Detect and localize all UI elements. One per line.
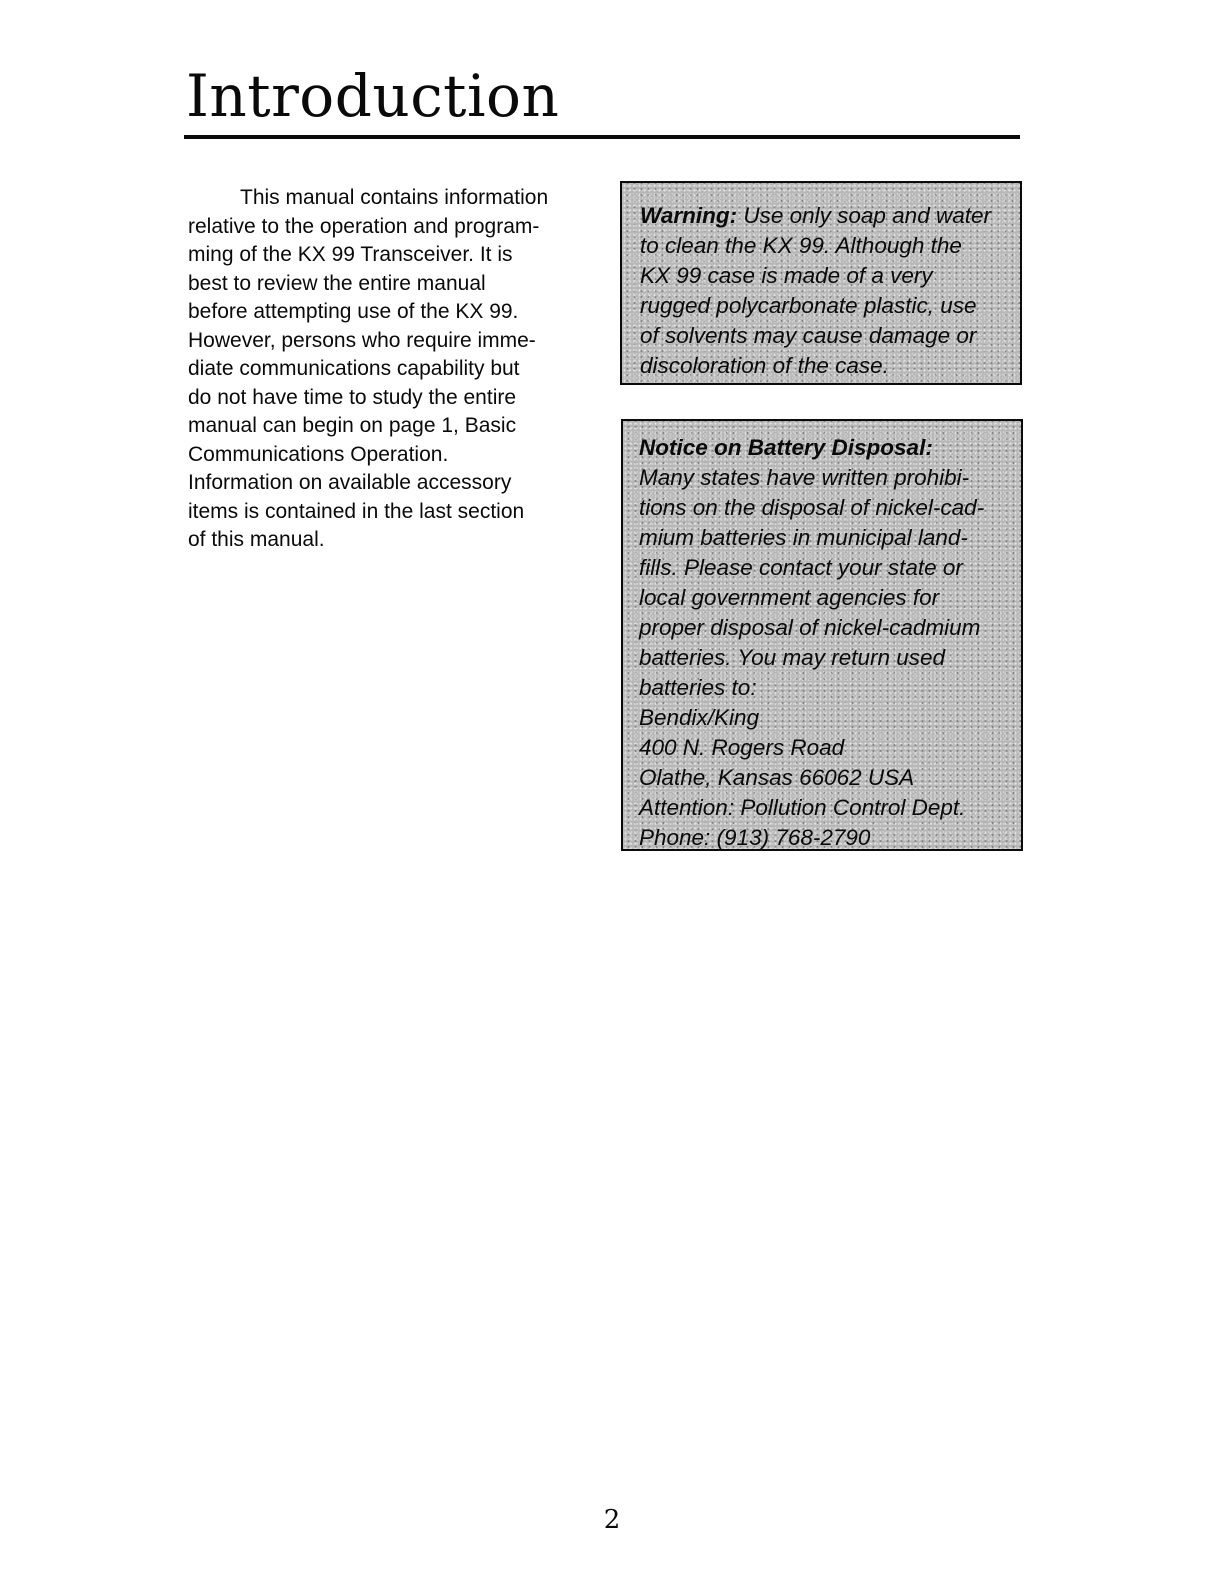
address-city: Olathe, Kansas 66062 USA	[639, 765, 915, 790]
warning-text: Use only soap and water	[737, 203, 991, 228]
notice-line: proper disposal of nickel-cadmium	[639, 615, 981, 640]
notice-line: fills. Please contact your state or	[639, 555, 963, 580]
notice-line: tions on the disposal of nickel-cad-	[639, 495, 985, 520]
intro-line: of this manual.	[188, 528, 325, 551]
page-number: 2	[603, 1505, 621, 1535]
address-attention: Attention: Pollution Control Dept.	[639, 795, 966, 820]
warning-line: KX 99 case is made of a very	[640, 263, 933, 288]
battery-disposal-notice-box	[621, 419, 1023, 851]
warning-line: discoloration of the case.	[640, 353, 889, 378]
address-phone: Phone: (913) 768-2790	[639, 825, 871, 850]
intro-line: relative to the operation and program-	[188, 214, 540, 238]
notice-heading: Notice on Battery Disposal:	[639, 435, 933, 460]
intro-line: Communications Operation.	[188, 442, 449, 466]
warning-first-line	[640, 201, 1020, 231]
intro-line: items is contained in the last section	[188, 499, 525, 523]
warning-heading: Warning:	[640, 203, 738, 228]
notice-line: local government agencies for	[639, 585, 940, 610]
title-underline	[184, 135, 1020, 139]
intro-line: do not have time to study the entire	[188, 385, 517, 409]
intro-line: Information on available accessory	[188, 471, 512, 494]
notice-line: mium batteries in municipal land-	[639, 525, 968, 550]
intro-line: ming of the KX 99 Transceiver. It is	[188, 243, 513, 266]
notice-line: batteries. You may return used	[639, 645, 946, 670]
intro-line: best to review the entire manual	[188, 271, 486, 295]
address-street: 400 N. Rogers Road	[639, 735, 845, 760]
intro-line: diate communications capability but	[188, 357, 520, 380]
notice-line: Many states have written prohibi-	[639, 465, 970, 490]
notice-line: batteries to:	[639, 675, 757, 700]
page-title: Introduction	[186, 62, 560, 130]
intro-line: However, persons who require imme-	[188, 328, 536, 352]
warning-line: to clean the KX 99. Although the	[640, 233, 962, 258]
intro-paragraph	[188, 184, 593, 555]
intro-line: manual can begin on page 1, Basic	[188, 414, 517, 437]
warning-line: of solvents may cause damage or	[640, 323, 977, 348]
intro-line: before attempting use of the KX 99.	[188, 300, 519, 323]
intro-line: This manual contains information	[240, 186, 549, 209]
warning-line: rugged polycarbonate plastic, use	[640, 293, 977, 318]
warning-box	[620, 181, 1022, 385]
address-company: Bendix/King	[639, 705, 760, 730]
